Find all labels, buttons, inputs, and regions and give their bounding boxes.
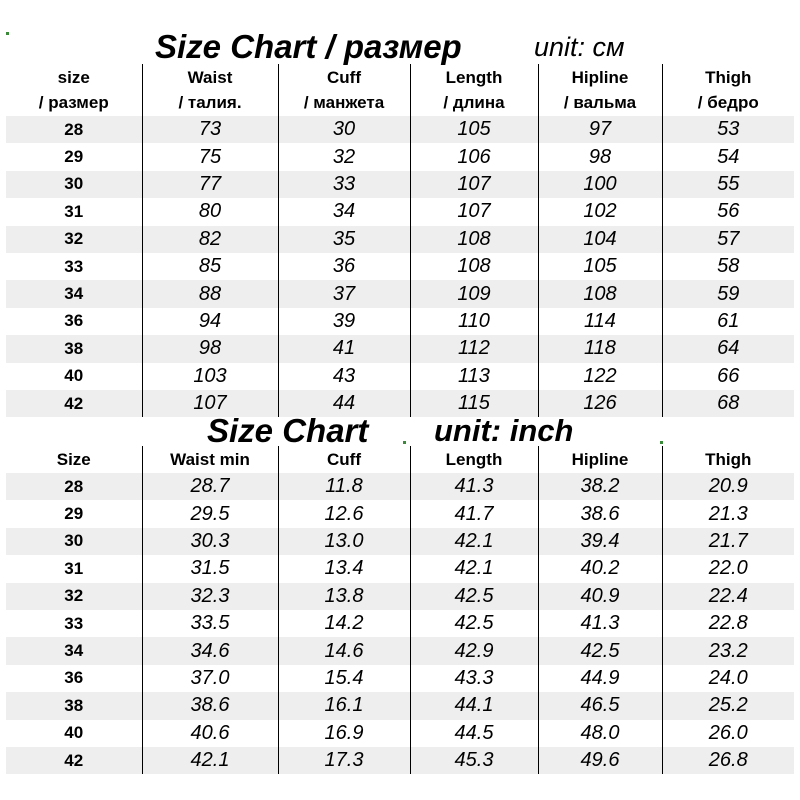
value-cell: 107 (142, 390, 278, 417)
table-row (6, 665, 794, 692)
table-row (6, 171, 794, 198)
table-row (6, 747, 794, 774)
value-cell: 16.9 (278, 720, 410, 747)
table-row (6, 308, 794, 335)
value-cell: 37.0 (142, 665, 278, 692)
value-cell: 122 (538, 363, 662, 390)
size-cell: 30 (6, 171, 142, 198)
value-cell: 29.5 (142, 500, 278, 527)
value-cell: 46.5 (538, 692, 662, 719)
cm-chart-title: Size Chart / размер (155, 28, 462, 65)
value-cell: 23.2 (662, 637, 794, 664)
value-cell: 45.3 (410, 747, 538, 774)
value-cell: 25.2 (662, 692, 794, 719)
size-cell: 28 (6, 116, 142, 143)
size-table-inch (6, 446, 794, 774)
value-cell: 38.2 (538, 473, 662, 500)
table-row (6, 637, 794, 664)
value-cell: 59 (662, 280, 794, 307)
value-cell: 13.4 (278, 555, 410, 582)
value-cell: 36 (278, 253, 410, 280)
value-cell: 115 (410, 390, 538, 417)
value-cell: 42.1 (410, 528, 538, 555)
value-cell: 94 (142, 308, 278, 335)
column-header: Hipline (538, 446, 662, 473)
size-cell: 36 (64, 668, 84, 688)
column-header: Cuff (278, 446, 410, 473)
table-row (6, 692, 794, 719)
size-cell: 34 (6, 637, 142, 664)
table-row (6, 720, 794, 747)
value-cell: 55 (662, 171, 794, 198)
value-cell: 14.6 (278, 637, 410, 664)
size-cell: 28 (6, 473, 142, 500)
column-header: Thigh / бедро (662, 64, 794, 116)
size-cell: 30 (6, 528, 142, 555)
value-cell: 85 (142, 253, 278, 280)
value-cell: 80 (142, 198, 278, 225)
cm-title-row (0, 28, 800, 66)
value-cell: 42.1 (142, 747, 278, 774)
value-cell: 30.3 (142, 528, 278, 555)
value-cell: 42.1 (410, 555, 538, 582)
value-cell: 39 (278, 308, 410, 335)
table-row (6, 116, 794, 143)
value-cell: 112 (410, 335, 538, 362)
table-row (6, 198, 794, 225)
value-cell: 38.6 (538, 500, 662, 527)
value-cell: 24.0 (662, 665, 794, 692)
value-cell: 40.2 (538, 555, 662, 582)
size-cell: 33 (64, 256, 84, 276)
value-cell: 42.5 (410, 610, 538, 637)
value-cell: 98 (538, 143, 662, 170)
value-cell: 43 (278, 363, 410, 390)
table-row (6, 500, 794, 527)
value-cell: 21.3 (662, 500, 794, 527)
value-cell: 22.8 (662, 610, 794, 637)
table-row (6, 363, 794, 390)
value-cell: 26.0 (662, 720, 794, 747)
value-cell: 22.0 (662, 555, 794, 582)
value-cell: 26.8 (662, 747, 794, 774)
value-cell: 73 (142, 116, 278, 143)
size-cell: 42 (6, 747, 142, 774)
column-header: size / размер (38, 68, 109, 112)
column-header: Length (410, 446, 538, 473)
value-cell: 64 (662, 335, 794, 362)
header-row (6, 446, 794, 473)
size-cell: 34 (6, 280, 142, 307)
value-cell: 126 (538, 390, 662, 417)
value-cell: 33.5 (142, 610, 278, 637)
value-cell: 32.3 (142, 583, 278, 610)
value-cell: 48.0 (538, 720, 662, 747)
table-row (6, 528, 794, 555)
value-cell: 37 (278, 280, 410, 307)
column-header: Length / длина (410, 64, 538, 116)
column-header: Cuff / манжета (278, 64, 410, 116)
size-cell: 31 (64, 558, 84, 578)
value-cell: 49.6 (538, 747, 662, 774)
value-cell: 107 (410, 198, 538, 225)
header-row (6, 64, 794, 116)
column-header: Waist min (142, 446, 278, 473)
table-row (6, 253, 794, 280)
size-cell: 42 (6, 390, 142, 417)
value-cell: 17.3 (278, 747, 410, 774)
value-cell: 34 (278, 198, 410, 225)
value-cell: 109 (410, 280, 538, 307)
table-row (6, 143, 794, 170)
value-cell: 44.5 (410, 720, 538, 747)
column-header: Thigh (662, 446, 794, 473)
size-cell: 31 (64, 201, 84, 221)
value-cell: 39.4 (538, 528, 662, 555)
value-cell: 16.1 (278, 692, 410, 719)
value-cell: 75 (142, 143, 278, 170)
cm-unit-label: unit: см (534, 32, 625, 62)
table-row (6, 335, 794, 362)
value-cell: 28.7 (142, 473, 278, 500)
value-cell: 11.8 (278, 473, 410, 500)
inch-title-row (0, 412, 800, 450)
value-cell: 33 (278, 171, 410, 198)
value-cell: 14.2 (278, 610, 410, 637)
value-cell: 58 (662, 253, 794, 280)
size-cell: 29 (64, 147, 84, 167)
size-cell: 38 (6, 335, 142, 362)
size-cell: 38 (6, 692, 142, 719)
value-cell: 106 (410, 143, 538, 170)
value-cell: 98 (142, 335, 278, 362)
size-cell: 40 (64, 366, 84, 386)
inch-chart-title: Size Chart (207, 412, 369, 449)
value-cell: 100 (538, 171, 662, 198)
value-cell: 20.9 (662, 473, 794, 500)
value-cell: 105 (538, 253, 662, 280)
value-cell: 56 (662, 198, 794, 225)
value-cell: 97 (538, 116, 662, 143)
column-header: Hipline / вальма (538, 64, 662, 116)
size-cell: 29 (64, 504, 84, 524)
value-cell: 44 (278, 390, 410, 417)
value-cell: 34.6 (142, 637, 278, 664)
value-cell: 54 (662, 143, 794, 170)
value-cell: 32 (278, 143, 410, 170)
value-cell: 114 (538, 308, 662, 335)
table-row (6, 583, 794, 610)
value-cell: 22.4 (662, 583, 794, 610)
value-cell: 118 (538, 335, 662, 362)
table-row (6, 280, 794, 307)
value-cell: 13.0 (278, 528, 410, 555)
value-cell: 110 (410, 308, 538, 335)
value-cell: 102 (538, 198, 662, 225)
value-cell: 15.4 (278, 665, 410, 692)
column-header: Size (56, 449, 91, 469)
value-cell: 44.9 (538, 665, 662, 692)
table-row (6, 473, 794, 500)
value-cell: 108 (538, 280, 662, 307)
value-cell: 66 (662, 363, 794, 390)
value-cell: 108 (410, 253, 538, 280)
value-cell: 41 (278, 335, 410, 362)
value-cell: 42.9 (410, 637, 538, 664)
size-cell: 32 (6, 226, 142, 253)
value-cell: 13.8 (278, 583, 410, 610)
size-table-cm (6, 64, 794, 417)
size-cell: 33 (64, 613, 84, 633)
value-cell: 105 (410, 116, 538, 143)
value-cell: 68 (662, 390, 794, 417)
value-cell: 38.6 (142, 692, 278, 719)
value-cell: 108 (410, 226, 538, 253)
value-cell: 103 (142, 363, 278, 390)
value-cell: 104 (538, 226, 662, 253)
size-cell: 36 (64, 311, 84, 331)
value-cell: 42.5 (410, 583, 538, 610)
value-cell: 41.7 (410, 500, 538, 527)
value-cell: 42.5 (538, 637, 662, 664)
size-cell: 32 (6, 583, 142, 610)
table-row (6, 555, 794, 582)
value-cell: 88 (142, 280, 278, 307)
value-cell: 43.3 (410, 665, 538, 692)
value-cell: 40.6 (142, 720, 278, 747)
value-cell: 40.9 (538, 583, 662, 610)
value-cell: 57 (662, 226, 794, 253)
value-cell: 77 (142, 171, 278, 198)
table-row (6, 610, 794, 637)
value-cell: 41.3 (410, 473, 538, 500)
value-cell: 82 (142, 226, 278, 253)
value-cell: 61 (662, 308, 794, 335)
value-cell: 44.1 (410, 692, 538, 719)
value-cell: 35 (278, 226, 410, 253)
value-cell: 30 (278, 116, 410, 143)
size-cell: 40 (64, 723, 84, 743)
value-cell: 12.6 (278, 500, 410, 527)
value-cell: 41.3 (538, 610, 662, 637)
column-header: Waist / талия. (142, 64, 278, 116)
value-cell: 53 (662, 116, 794, 143)
table-row (6, 226, 794, 253)
inch-unit-label: unit: inch (434, 413, 574, 448)
value-cell: 113 (410, 363, 538, 390)
value-cell: 31.5 (142, 555, 278, 582)
value-cell: 107 (410, 171, 538, 198)
value-cell: 21.7 (662, 528, 794, 555)
